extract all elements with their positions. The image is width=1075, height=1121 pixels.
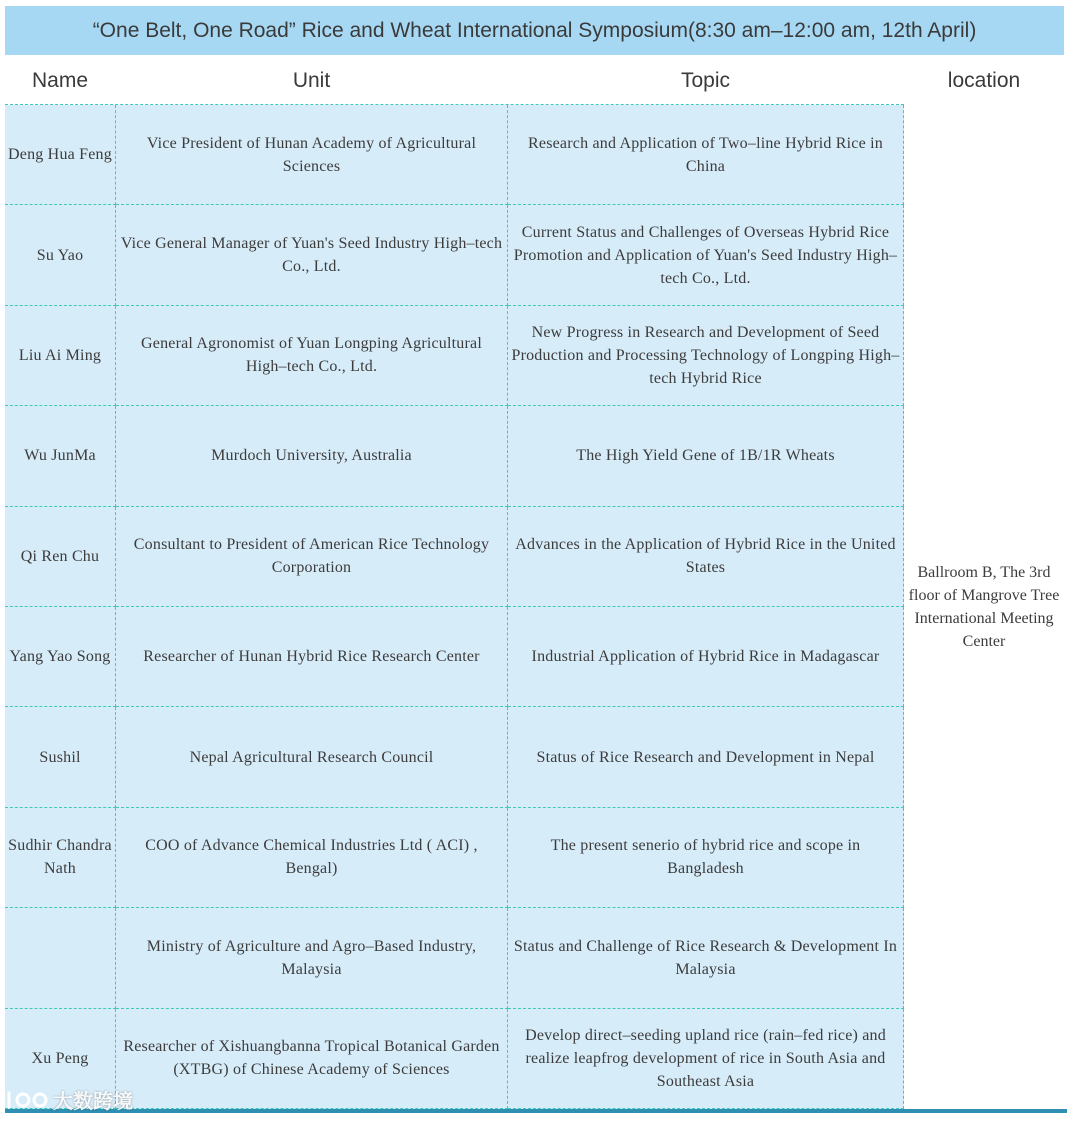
cell-unit: Consultant to President of American Rice Technology Corporation [116,507,508,607]
column-header-unit: Unit [292,69,331,92]
cell-name: Qi Ren Chu [5,507,116,607]
cell-unit: Nepal Agricultural Research Council [116,707,508,807]
cell-unit: Ministry of Agriculture and Agro–Based Industry, Malaysia [116,908,508,1008]
cell-name [5,908,116,1008]
cell-unit: Researcher of Xishuangbanna Tropical Botanical Garden (XTBG) of Chinese Academy of Sciences [116,1009,508,1109]
cell-name: Yang Yao Song [5,607,116,707]
cell-unit: Vice General Manager of Yuan's Seed Industry High–tech Co., Ltd. [116,205,508,305]
cell-unit: General Agronomist of Yuan Longping Agricultural High–tech Co., Ltd. [116,306,508,406]
page-title [5,6,1064,55]
column-header-location: location [947,69,1021,92]
cell-name: Liu Ai Ming [5,306,116,406]
cell-name: Sushil [5,707,116,807]
column-header-topic: Topic [680,69,731,92]
schedule-table [5,104,904,1109]
cell-name: Xu Peng [5,1009,116,1109]
cell-unit: Murdoch University, Australia [116,406,508,506]
cell-topic: Advances in the Application of Hybrid Rice in the United States [508,507,904,607]
cell-topic: Develop direct–seeding upland rice (rain–fed rice) and realize leapfrog development of rice in South Asia and Southeast Asia [508,1009,904,1109]
cell-name: Deng Hua Feng [5,105,116,205]
watermark [6,1085,133,1114]
cell-topic: Status and Challenge of Rice Research & Development In Malaysia [508,908,904,1008]
cell-topic: Status of Rice Research and Development in Nepal [508,707,904,807]
column-header-name: Name [31,69,89,92]
cell-topic: Current Status and Challenges of Overseas Hybrid Rice Promotion and Application of Yuan's Seed Industry High–tech Co., Ltd. [508,205,904,305]
cell-name: Su Yao [5,205,116,305]
cell-topic: New Progress in Research and Development of Seed Production and Processing Technology of Longping High–tech Hybrid Rice [508,306,904,406]
cell-topic: Research and Application of Two–line Hybrid Rice in China [508,105,904,205]
location-cell [904,104,1064,1108]
cell-topic: The High Yield Gene of 1B/1R Wheats [508,406,904,506]
bottom-rule [5,1109,1067,1113]
cell-name: Wu JunMa [5,406,116,506]
location-text: Ballroom B, The 3rd floor of Mangrove Tree International Meeting Center [908,564,1060,650]
cell-unit: COO of Advance Chemical Industries Ltd ( ACI) , Bengal) [116,808,508,908]
watermark-text: 大数跨境 [53,1091,133,1113]
title-text: “One Belt, One Road” Rice and Wheat International Symposium(8:30 am–12:00 am, 12th April) [92,18,977,42]
cell-unit: Vice President of Hunan Academy of Agricultural Sciences [116,105,508,205]
cell-topic: Industrial Application of Hybrid Rice in Madagascar [508,607,904,707]
cell-topic: The present senerio of hybrid rice and scope in Bangladesh [508,808,904,908]
cell-name: Sudhir Chandra Nath [5,808,116,908]
watermark-logo-icon [6,1089,50,1111]
cell-unit: Researcher of Hunan Hybrid Rice Research Center [116,607,508,707]
